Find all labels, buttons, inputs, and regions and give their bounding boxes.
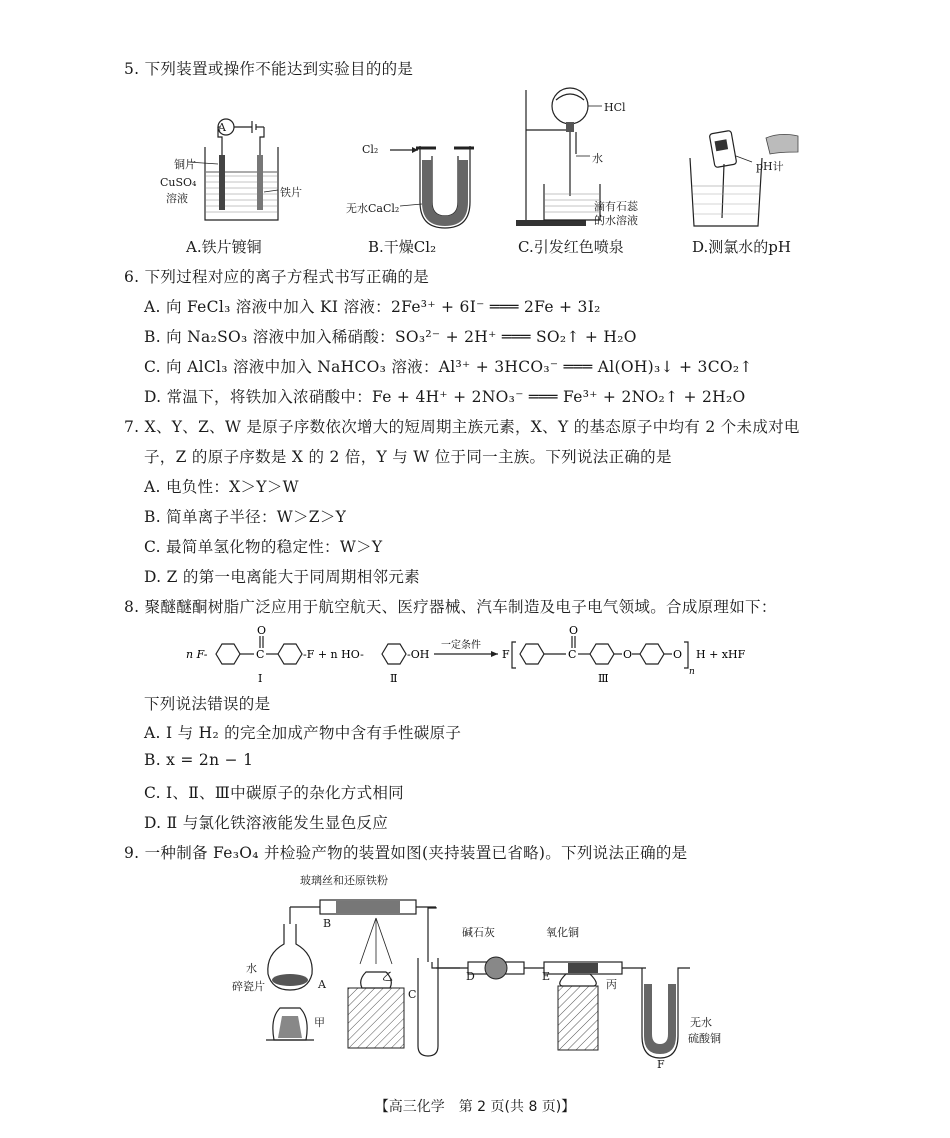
page-footer: 【高三化学 第 2 页(共 8 页)】 <box>374 1099 576 1115</box>
hcl-label: HCl <box>604 101 626 114</box>
litmus-label-2: 的水溶液 <box>594 214 638 227</box>
q8-option-b: B. x = 2n − 1 <box>144 751 254 769</box>
q8-option-c: C. Ⅰ、Ⅱ、Ⅲ中碳原子的杂化方式相同 <box>144 784 404 802</box>
q8-option-a: A. Ⅰ 与 H₂ 的完全加成产物中含有手性碳原子 <box>144 724 462 742</box>
q8-sub-stem: 下列说法错误的是 <box>144 695 271 713</box>
q7-option-a: A. 电负性：X＞Y＞W <box>144 478 299 496</box>
reaction-condition: 一定条件 <box>441 640 481 651</box>
solution-label: 溶液 <box>166 192 188 205</box>
q7-option-d: D. Z 的第一电离能大于同周期相邻元素 <box>144 568 420 586</box>
q7-stem-line1: 7. X、Y、Z、W 是原子序数依次增大的短周期主族元素，X、Y 的基态原子中均有 2 个未成对电 <box>124 418 800 436</box>
q6-option-a: A. 向 FeCl₃ 溶液中加入 KI 溶液：2Fe³⁺ + 6I⁻ ═══ 2Fe + 3I₂ <box>144 298 601 316</box>
q5-stem: 5. 下列装置或操作不能达到实验目的的是 <box>124 60 414 78</box>
label-bing: 丙 <box>606 978 617 991</box>
label-b: B <box>323 917 332 930</box>
product-carbonyl-carbon: C <box>568 648 577 661</box>
benzene-ring <box>640 644 664 664</box>
q9-stem: 9. 一种制备 Fe₃O₄ 并检验产物的装置如图(夹持装置已省略)。下列说法正确的是 <box>124 844 688 862</box>
iron-powder <box>336 901 400 913</box>
test-tube-c <box>418 958 438 1056</box>
q5-caption-b: B.干燥Cl₂ <box>368 238 437 256</box>
label-f: F <box>657 1058 665 1071</box>
label-compound-1: Ⅰ <box>258 672 263 685</box>
benzene-ring <box>382 644 406 664</box>
reactant1-prefix: n F- <box>186 648 208 661</box>
q7-option-c: C. 最简单氢化物的稳定性：W＞Y <box>144 538 383 556</box>
label-compound-2: Ⅱ <box>390 672 398 685</box>
q7-stem-line2: 子，Z 的原子序数是 X 的 2 倍，Y 与 W 位于同一主族。下列说法正确的是 <box>144 448 672 466</box>
label-c: C <box>408 988 417 1001</box>
label-a: A <box>318 978 326 991</box>
label-e: E <box>542 970 551 983</box>
q7-option-b: B. 简单离子半径：W＞Z＞Y <box>144 508 347 526</box>
cuso4-label: CuSO₄ <box>160 176 197 189</box>
q6-stem: 6. 下列过程对应的离子方程式书写正确的是 <box>124 268 430 286</box>
reactant2-oh: -OH <box>407 648 430 661</box>
carbonyl-oxygen-1: O <box>257 624 267 637</box>
water-label-q9: 水 <box>246 962 257 975</box>
ammeter-label: A <box>218 121 226 134</box>
copper-plate-label: 铜片 <box>174 158 196 171</box>
q6-option-b: B. 向 Na₂SO₃ 溶液中加入稀硝酸：SO₃²⁻ + 2H⁺ ═══ SO₂↑ + H₂O <box>144 328 637 346</box>
q9-apparatus <box>240 868 720 1068</box>
q5-caption-c: C.引发红色喷泉 <box>518 238 624 256</box>
ph-meter-label: pH计 <box>756 160 784 173</box>
benzene-ring <box>216 644 240 664</box>
label-compound-3: Ⅲ <box>598 672 609 685</box>
product-tail: H + xHF <box>696 648 746 661</box>
product-f: F <box>502 648 510 661</box>
porcelain-label: 碎瓷片 <box>232 980 265 993</box>
carbonyl-oxygen-2: O <box>569 624 579 637</box>
water-label: 水 <box>592 152 603 165</box>
benzene-ring <box>520 644 544 664</box>
cuo-label: 氧化铜 <box>546 926 579 939</box>
polymer-n: n <box>689 667 695 677</box>
glass-wool-label: 玻璃丝和还原铁粉 <box>300 874 388 887</box>
label-jia: 甲 <box>314 1016 325 1029</box>
cl2-label: Cl₂ <box>362 143 379 156</box>
q5-caption-d: D.测氯水的pH <box>692 238 791 256</box>
iron-plate-label: 铁片 <box>280 186 302 199</box>
benzene-ring <box>278 644 302 664</box>
q5-caption-a: A.铁片镀铜 <box>186 238 262 256</box>
q5-apparatus-d <box>680 118 800 232</box>
cuso4-label-1: 无水 <box>690 1016 712 1029</box>
q8-option-d: D. Ⅱ 与氯化铁溶液能发生显色反应 <box>144 814 389 832</box>
label-d: D <box>466 970 475 983</box>
q6-option-c: C. 向 AlCl₃ 溶液中加入 NaHCO₃ 溶液：Al³⁺ + 3HCO₃⁻ ═══ Al(OH)₃↓ + 3CO₂↑ <box>144 358 753 376</box>
cuso4-label-2: 硫酸铜 <box>688 1032 721 1045</box>
benzene-ring <box>590 644 614 664</box>
carbonyl-carbon: C <box>256 648 265 661</box>
reactant1-suffix: -F + n HO- <box>303 648 364 661</box>
q5-apparatus-b <box>380 142 490 232</box>
q6-option-d: D. 常温下，将铁加入浓硝酸中：Fe + 4H⁺ + 2NO₃⁻ ═══ Fe³⁺ + 2NO₂↑ + 2H₂O <box>144 388 746 406</box>
litmus-label-1: 滴有石蕊 <box>594 200 638 213</box>
q8-stem: 8. 聚醚醚酮树脂广泛应用于航空航天、医疗器械、汽车制造及电子电气领域。合成原理如下： <box>124 598 777 616</box>
ether-oxygen-2: O <box>673 648 683 661</box>
label-yi: 乙 <box>382 970 393 983</box>
ether-oxygen-1: O <box>623 648 633 661</box>
soda-lime-label: 碱石灰 <box>462 926 495 939</box>
cacl2-label: 无水CaCl₂ <box>346 202 400 215</box>
q8-reaction-scheme <box>186 622 786 686</box>
